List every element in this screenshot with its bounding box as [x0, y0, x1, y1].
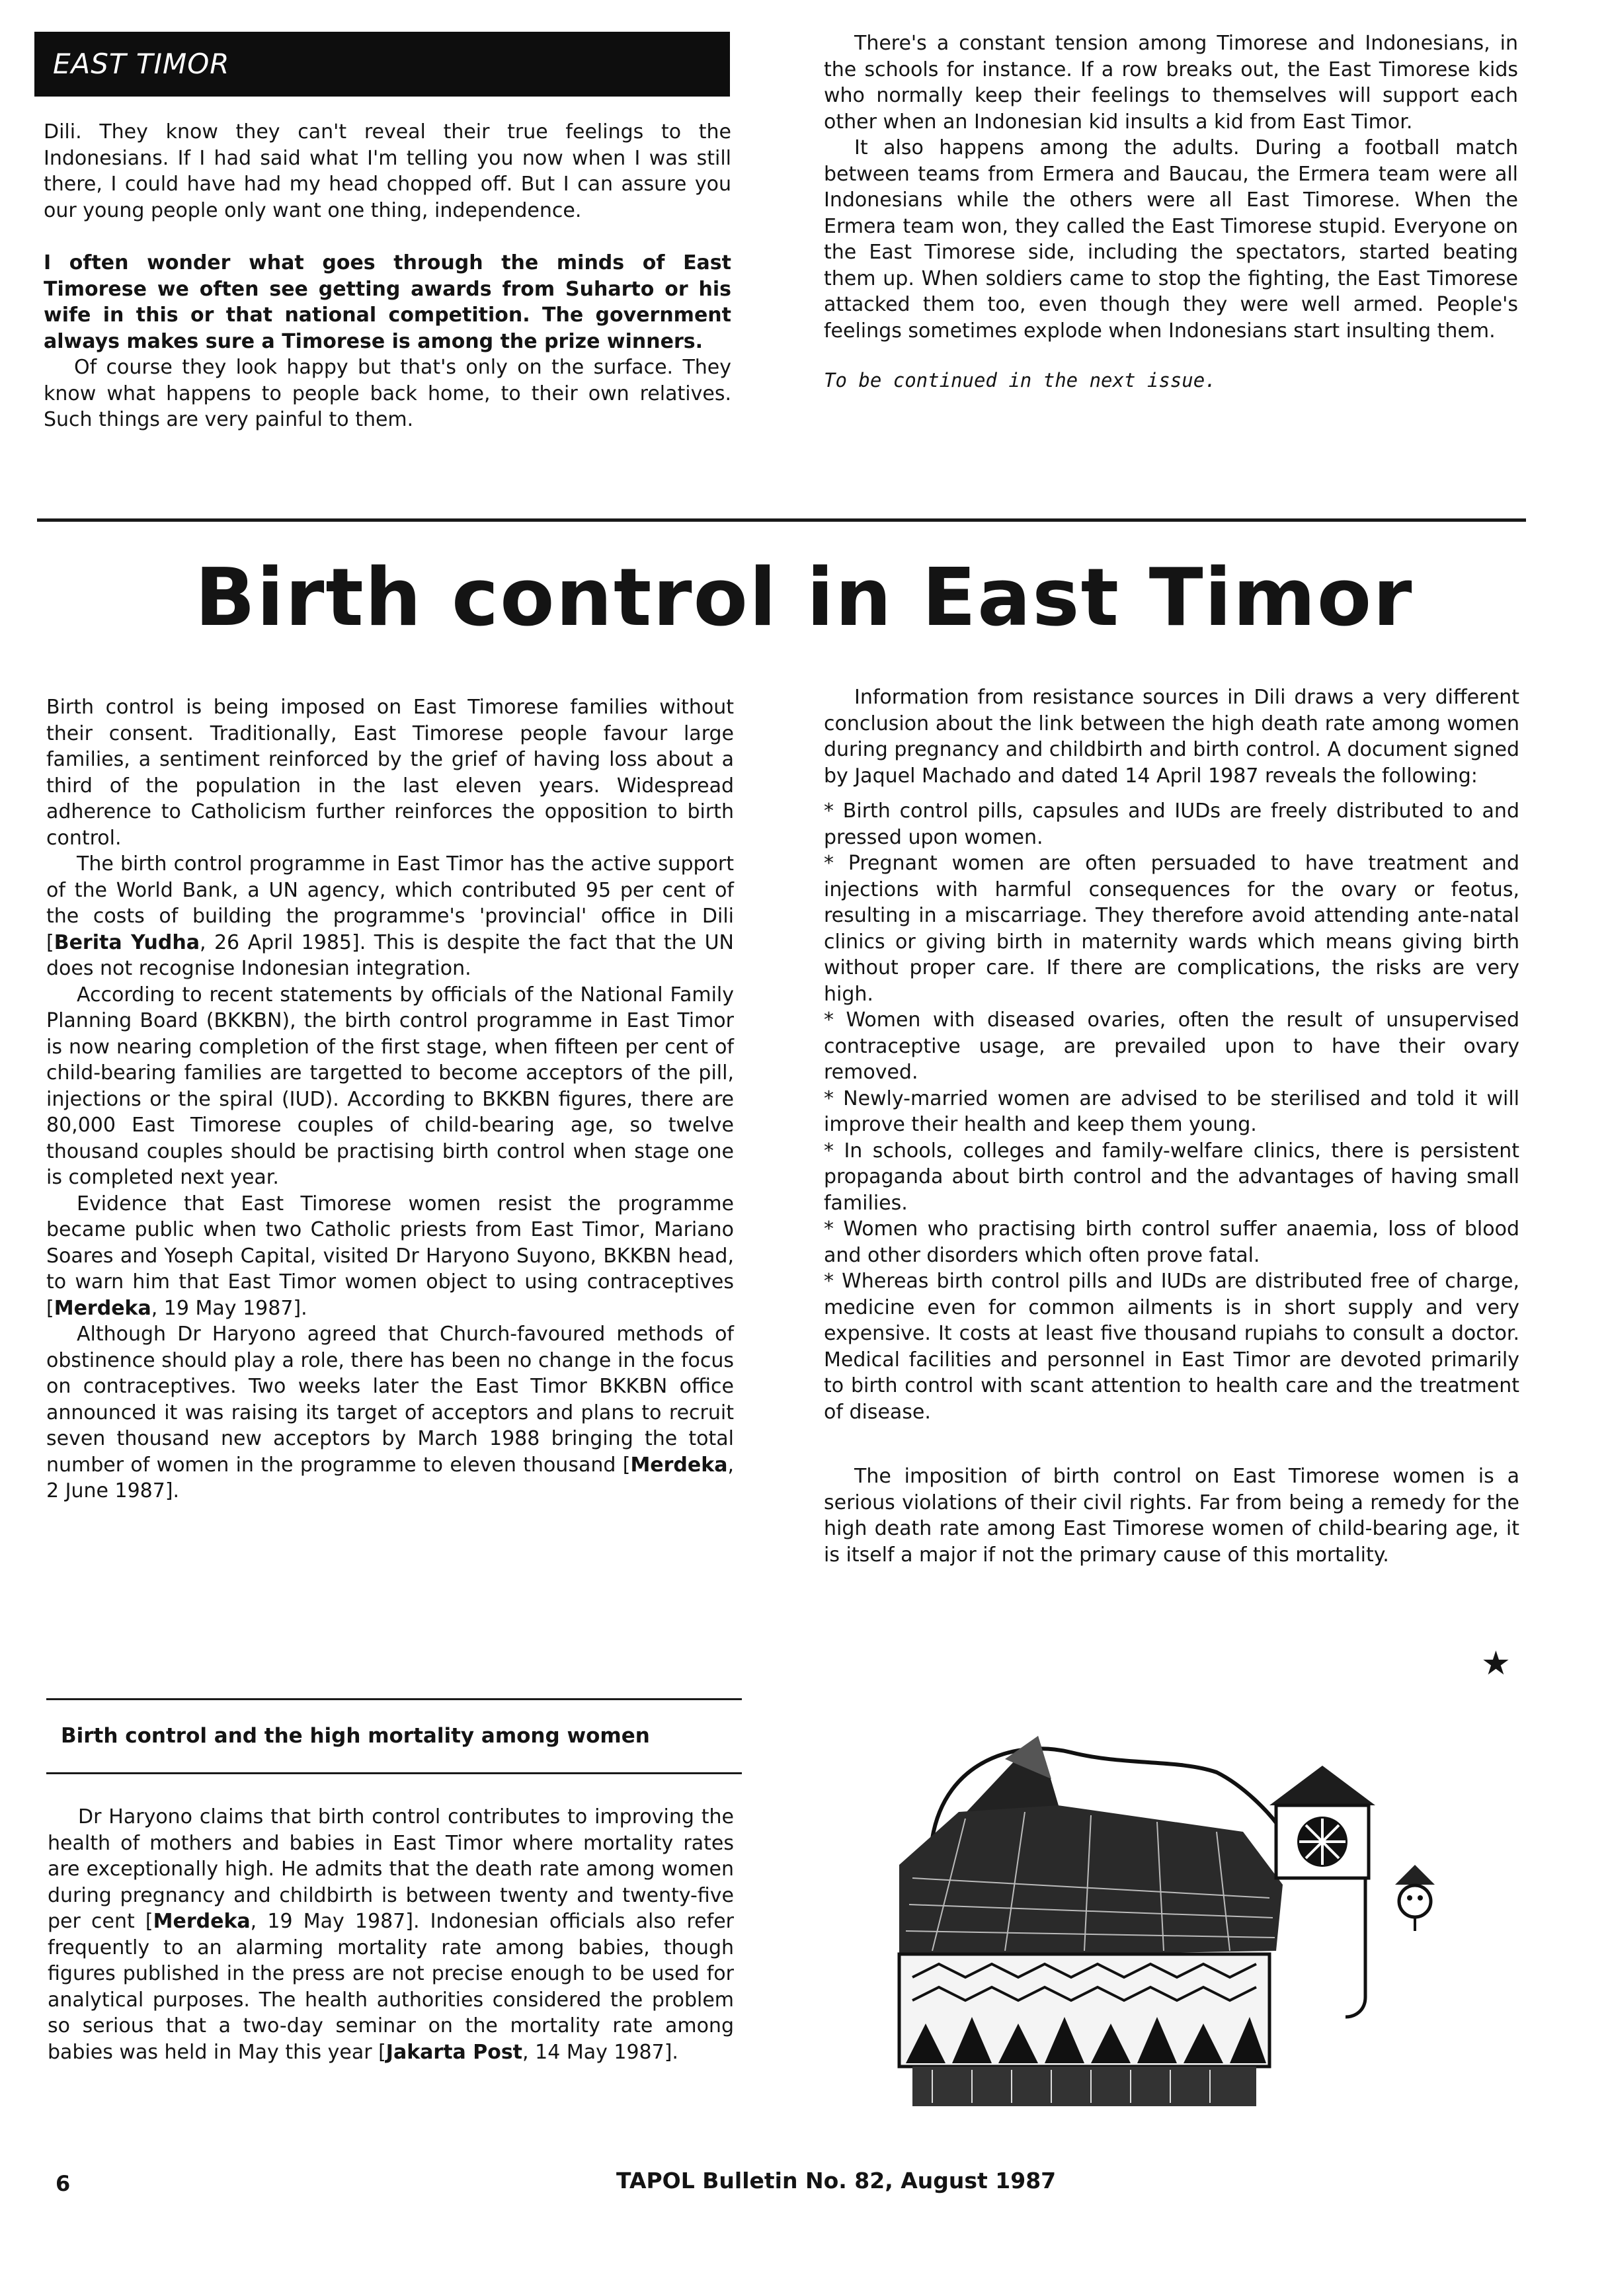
lower-left-column [48, 1804, 734, 2065]
page-number: 6 [56, 2171, 71, 2196]
bullet-item: * Pregnant women are often persuaded to have treatment and injections with harmful consequences for the ovary or feotus, resulting in a miscarriage. They therefore avoid attending ante-natal clinics or giving birth in maternity wards which means giving birth without proper care. If there are complications, the risks are very high. [824, 850, 1519, 1007]
right-column [824, 684, 1519, 1568]
headline-rule [37, 518, 1526, 522]
citation: Merdeka [153, 1910, 251, 1933]
article-headline: Birth control in East Timor [194, 552, 1414, 644]
section-tag: EAST TIMOR [34, 32, 730, 97]
bullet-item: * Newly-married women are advised to be sterilised and told it will improve their health and keep them young. [824, 1086, 1519, 1138]
citation: Berita Yudha [54, 930, 200, 954]
citation: Merdeka [630, 1453, 728, 1477]
woodcut-illustration [873, 1733, 1455, 2116]
paragraph-bold: I often wonder what goes through the minds of East Timorese we often see getting awards from Suharto or his wife in this or that national competition. The government always makes sure a Timorese is among the prize winners. [44, 251, 731, 353]
top-left-column [44, 119, 731, 433]
continued-note: To be continued in the next issue. [824, 369, 1217, 391]
paragraph: Evidence that East Timorese women resist the programme became public when two Catholic priests from East Timor, Mariano Soares and Yoseph Capital, visited Dr Haryono Suyono, BKKBN head, to warn him that East Timor women object to using contraceptives [Merdeka, 19 May 1987]. [46, 1192, 734, 1320]
paragraph: There's a constant tension among Timorese and Indonesians, in the schools for instance. If a row breaks out, the East Timorese kids who normally keep their feelings to themselves will support each other when an Indonesian kid insults a kid from East Timor. [824, 32, 1518, 134]
bullet-item: * Whereas birth control pills and IUDs are distributed free of charge, medicine even for common ailments is in short supply and very expensive. It costs at least five thousand rupiahs to consult a doctor. Medical facilities and personnel in East Timor are devoted primarily to birth control with scant attention to health care and the treatment of disease. [824, 1268, 1519, 1425]
paragraph: Birth control is being imposed on East Timorese families without their consent. Traditionally, East Timorese people favour large families, a sentiment reinforced by the grief of having loss about a third of the population in the last eleven years. Widespread adherence to Catholicism further reinforces the opposition to birth control. [46, 696, 734, 850]
paragraph: Dili. They know they can't reveal their true feelings to the Indonesians. If I had said what I'm telling you now when I was still there, I could have had my head chopped off. But I can assure you our young people only want one thing, independence. [44, 120, 731, 222]
subhead-rule-bottom [46, 1772, 742, 1774]
paragraph: Information from resistance sources in Dili draws a very different conclusion about the link between the high death rate among women during pregnancy and childbirth and birth control. A document signed by Jaquel Machado and dated 14 April 1987 reveals the following: [824, 686, 1519, 788]
paragraph: The imposition of birth control on East Timorese women is a serious violations of their civil rights. Far from being a remedy for the high death rate among East Timorese women of child-bearing age, it is itself a major if not the primary cause of this mortality. [824, 1465, 1519, 1567]
paragraph: Although Dr Haryono agreed that Church-favoured methods of obstinence should play a role, there has been no change in the focus on contraceptives. Two weeks later the East Timor BKKBN office announced it was raising its target of acceptors and plans to recruit seven thousand new acceptors by March 1988 bringing the total number of women in the programme to eleven thousand [Merdeka, 2 June 1987]. [46, 1323, 734, 1502]
left-column [46, 694, 734, 1504]
bullet-item: * Women who practising birth control suffer anaemia, loss of blood and other disorders which often prove fatal. [824, 1216, 1519, 1268]
paragraph: Of course they look happy but that's only on the surface. They know what happens to people back home, to their own relatives. Such things are very painful to them. [44, 356, 731, 431]
bullet-item: * Birth control pills, capsules and IUDs are freely distributed to and pressed upon women. [824, 798, 1519, 850]
paragraph: Dr Haryono claims that birth control contributes to improving the health of mothers and babies in East Timor where mortality rates are exceptionally high. He admits that the death rate among women during pregnancy and childbirth is between twenty and twenty-five per cent [Merdeka, 19 May 1987]. Indonesian officials also refer frequently to an alarming mortality rate among babies, though figures published in the press are not precise enough to be used for analytical purposes. The health authorities considered the problem so serious that a two-day seminar on the mortality rate among babies was held in May this year [Jakarta Post, 14 May 1987]. [48, 1805, 735, 2064]
end-mark-icon: ★ [1481, 1644, 1511, 1682]
paragraph: The birth control programme in East Timor has the active support of the World Bank, a UN agency, which contributed 95 per cent of the costs of building the programme's 'provincial' office in Dili [Berita Yudha, 26 April 1985]. This is despite the fact that the UN does not recognise Indonesian integration. [46, 852, 734, 980]
bullet-item: * In schools, colleges and family-welfare clinics, there is persistent propaganda about birth control and the advantages of having small families. [824, 1138, 1519, 1217]
bullet-item: * Women with diseased ovaries, often the result of unsupervised contraceptive usage, are prevailed upon to have their ovary removed. [824, 1007, 1519, 1086]
subhead-rule-top [46, 1698, 742, 1700]
citation: Jakarta Post [385, 2040, 523, 2064]
publication-footer: TAPOL Bulletin No. 82, August 1987 [616, 2168, 1057, 2194]
paragraph: According to recent statements by officials of the National Family Planning Board (BKKBN), the birth control programme in East Timor is now nearing completion of the first stage, when fifteen per cent of child-bearing families are targetted to become acceptors of the pill, injections or the spiral (IUD). According to BKKBN figures, there are 80,000 East Timorese couples of child-bearing age, so twelve thousand couples should be practising birth control when stage one is completed next year. [46, 983, 734, 1189]
subhead: Birth control and the high mortality among women [61, 1724, 650, 1748]
citation: Merdeka [54, 1296, 151, 1320]
paragraph: It also happens among the adults. During a football match between teams from Ermera and Baucau, the Ermera team were all Indonesians while the others were all East Timorese. When the Ermera team won, they called the East Timorese stupid. Everyone on the East Timorese side, including the spectators, started beating them up. When soldiers came to stop the fighting, the East Timorese attacked them too, even though they were well armed. People's feelings sometimes explode when Indonesians start insulting them. [824, 136, 1518, 343]
top-right-column [824, 30, 1518, 394]
